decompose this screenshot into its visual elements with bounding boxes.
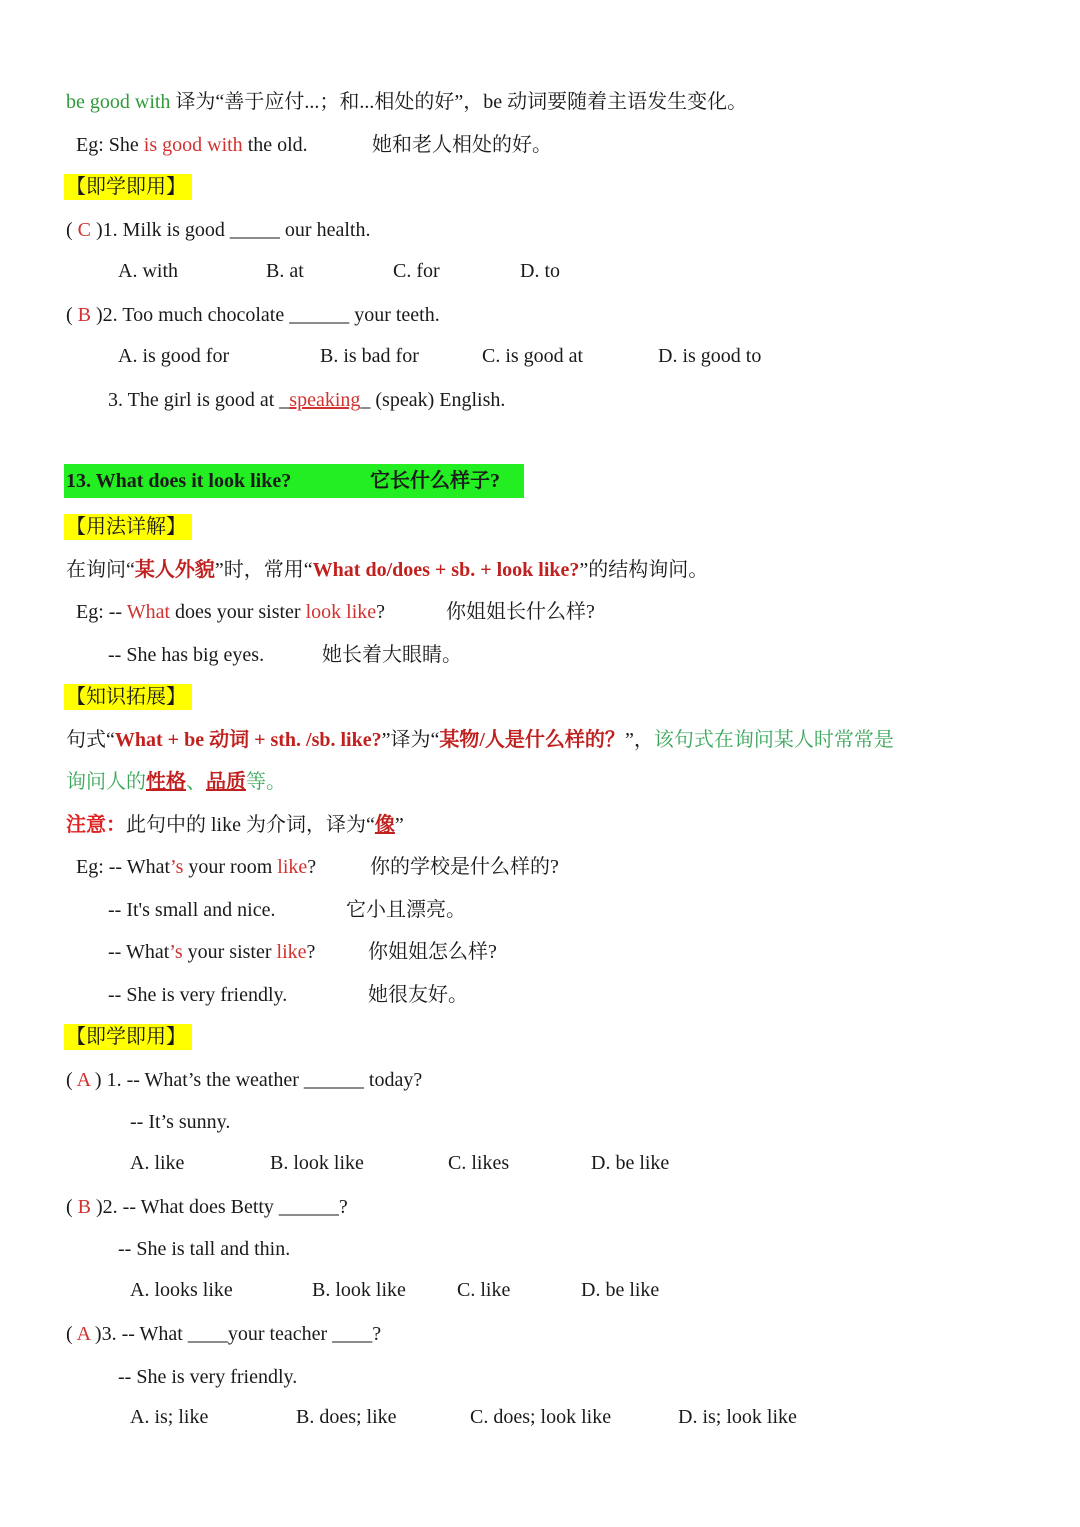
example-sentence-3	[76, 853, 316, 881]
p3-option-d: D. is; look like	[678, 1406, 797, 1428]
p2-option-b: B. look like	[312, 1279, 406, 1301]
extend-tag	[64, 683, 192, 711]
practice-question-3	[66, 1320, 381, 1348]
question-text: 3. The girl is good at _	[108, 389, 290, 411]
example-text: ?	[306, 941, 316, 963]
example-highlight: ’s	[170, 856, 184, 878]
note-text: ”	[394, 814, 404, 836]
example-text: -- What	[108, 941, 170, 963]
practice-question-1	[66, 1066, 422, 1094]
tag-label: 【即学即用】	[64, 174, 192, 200]
p1-option-a: A. like	[130, 1152, 185, 1174]
example-text: does your sister	[170, 601, 306, 623]
usage-structure: What do/does + sb. + look like?	[312, 559, 580, 581]
tag-label: 【用法详解】	[64, 514, 192, 540]
paren: (	[66, 1196, 78, 1218]
intro-line	[66, 88, 747, 116]
answer-word: speaking	[289, 389, 361, 411]
q1-option-c: C. for	[393, 260, 440, 282]
p1-option-b: B. look like	[270, 1152, 364, 1174]
q1-option-b: B. at	[266, 260, 304, 282]
usage-highlight: 某人外貌	[134, 559, 215, 581]
example-reply-translation-3: 它小且漂亮。	[346, 899, 466, 921]
note-keyword: 像	[374, 814, 395, 836]
extend-explanation-cont	[66, 768, 286, 796]
example-text: Eg: She	[76, 134, 144, 156]
practice-question-2	[66, 1193, 348, 1221]
example-text: Eg: -- What	[76, 856, 171, 878]
example-text: ?	[307, 856, 317, 878]
answer-letter: B	[77, 304, 92, 326]
example-highlight: ’s	[169, 941, 183, 963]
answer-letter: B	[77, 1196, 92, 1218]
example-reply-2: -- She has big eyes.	[108, 644, 265, 666]
intro-explanation: 译为“善于应付...；和...相处的好”，be 动词要随着主语发生变化。	[170, 91, 748, 113]
example-highlight: What	[126, 601, 171, 623]
question-2	[66, 301, 440, 329]
q2-option-c: C. is good at	[482, 345, 584, 367]
q2-option-a: A. is good for	[118, 345, 230, 367]
question-text: ) 1. -- What’s the weather ______ today?	[89, 1069, 423, 1091]
paren: (	[66, 1069, 77, 1091]
question-text: )3. -- What ____your teacher ____?	[89, 1323, 382, 1345]
note-label: 注意：	[66, 814, 126, 836]
example-highlight: look like	[305, 601, 377, 623]
p2-option-c: C. like	[457, 1279, 511, 1301]
practice-tag-1	[64, 173, 192, 201]
question-text: )2. Too much chocolate ______ your teeth.	[91, 304, 440, 326]
p2-option-a: A. looks like	[130, 1279, 233, 1301]
question-text: )2. -- What does Betty ______?	[91, 1196, 348, 1218]
note-text: 此句中的 like 为介词，译为“	[126, 814, 375, 836]
extend-text: 句式“	[66, 729, 115, 751]
section-heading-13	[64, 464, 524, 498]
example-sentence-4	[108, 938, 315, 966]
answer-letter: A	[76, 1323, 90, 1345]
example-reply-4: -- She is very friendly.	[108, 984, 288, 1006]
extend-explanation	[66, 726, 894, 754]
extend-note: 询问人的	[66, 771, 146, 793]
p1-option-c: C. likes	[448, 1152, 510, 1174]
p1-option-d: D. be like	[591, 1152, 670, 1174]
practice-reply-3: -- She is very friendly.	[118, 1366, 298, 1388]
usage-explanation	[66, 556, 708, 584]
extend-note: 、	[186, 771, 206, 793]
example-text: the old.	[242, 134, 308, 156]
example-translation-2: 你姐姐长什么样?	[446, 601, 595, 623]
question-3	[108, 386, 505, 414]
usage-tag	[64, 513, 192, 541]
usage-text: ”时，常用“	[214, 559, 313, 581]
p3-option-c: C. does; look like	[470, 1406, 612, 1428]
example-text: your sister	[182, 941, 277, 963]
extend-text: ”译为“	[381, 729, 440, 751]
phrase-be-good-with: be good with	[66, 91, 171, 113]
example-text: Eg: --	[76, 601, 127, 623]
tag-label: 【即学即用】	[64, 1024, 192, 1050]
paren: (	[66, 1323, 77, 1345]
q2-option-d: D. is good to	[658, 345, 762, 367]
extend-keyword-personality: 性格	[146, 771, 186, 793]
example-text: your room	[183, 856, 278, 878]
tag-label: 【知识拓展】	[64, 684, 192, 710]
example-sentence-2	[76, 598, 385, 626]
paren: (	[66, 219, 78, 241]
example-highlight: like	[277, 856, 308, 878]
example-translation-3: 你的学校是什么样的?	[370, 856, 559, 878]
p3-option-b: B. does; like	[296, 1406, 397, 1428]
heading-english: 13. What does it look like?	[66, 470, 292, 492]
q2-option-b: B. is bad for	[320, 345, 419, 367]
example-highlight: like	[276, 941, 307, 963]
example-reply-translation-2: 她长着大眼睛。	[322, 644, 462, 666]
example-translation-1: 她和老人相处的好。	[372, 134, 552, 156]
answer-letter: A	[76, 1069, 90, 1091]
example-sentence-1	[76, 131, 308, 159]
practice-reply-1: -- It’s sunny.	[130, 1111, 231, 1133]
paren: (	[66, 304, 78, 326]
heading-chinese: 它长什么样子?	[370, 470, 500, 492]
question-text: _ (speak) English.	[360, 389, 506, 411]
practice-tag-2	[64, 1023, 192, 1051]
usage-text: 在询问“	[66, 559, 135, 581]
extend-note: 该句式在询问某人时常常是	[653, 729, 894, 751]
practice-reply-2: -- She is tall and thin.	[118, 1238, 291, 1260]
answer-letter: C	[77, 219, 92, 241]
p2-option-d: D. be like	[581, 1279, 660, 1301]
extend-meaning: 某物/人是什么样的？	[439, 729, 625, 751]
extend-keyword-quality: 品质	[206, 771, 246, 793]
note-line	[66, 811, 404, 839]
question-1	[66, 216, 370, 244]
question-text: )1. Milk is good _____ our health.	[91, 219, 371, 241]
usage-text: ”的结构询问。	[579, 559, 709, 581]
q1-option-a: A. with	[118, 260, 178, 282]
extend-text: ”，	[624, 729, 654, 751]
example-text: ?	[376, 601, 386, 623]
example-translation-4: 你姐姐怎么样?	[368, 941, 497, 963]
extend-structure: What + be 动词 + sth. /sb. like?	[114, 729, 382, 751]
example-reply-translation-4: 她很友好。	[368, 984, 468, 1006]
extend-note: 等。	[246, 771, 286, 793]
example-reply-3: -- It's small and nice.	[108, 899, 276, 921]
q1-option-d: D. to	[520, 260, 560, 282]
example-highlight: is good with	[143, 134, 243, 156]
p3-option-a: A. is; like	[130, 1406, 209, 1428]
